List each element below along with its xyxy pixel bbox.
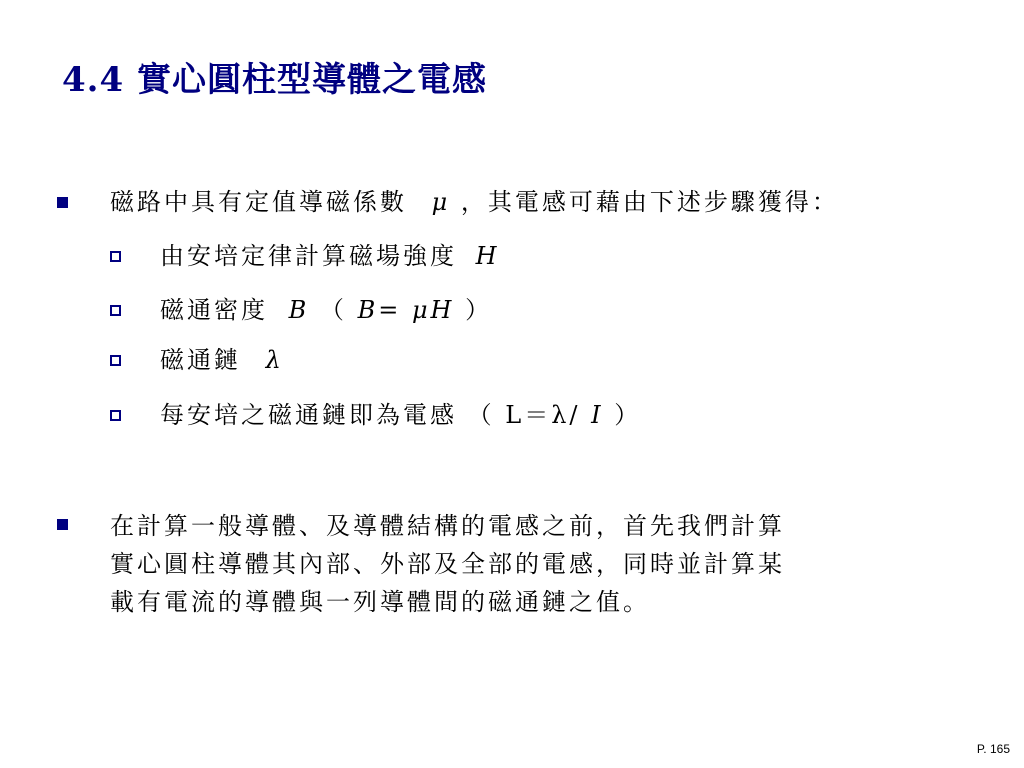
paren-close: ） — [465, 296, 493, 324]
bullet-marker — [57, 519, 68, 530]
subitem-flux-linkage — [160, 345, 284, 375]
paren-close: ） — [614, 401, 642, 429]
paren-open: （ — [467, 401, 495, 429]
sub-bullet-marker — [110, 355, 121, 366]
page-number: P. 165 — [976, 742, 1010, 756]
inductance-formula: L＝λ/ — [505, 401, 581, 429]
subitem-flux-density — [160, 295, 492, 325]
h-symbol: H — [475, 242, 500, 270]
paragraph-line: 在計算一般導體、及導體結構的電感之前，首先我們計算 — [110, 512, 785, 540]
subitem-1-text: 由安培定律計算磁場強度 — [160, 242, 457, 270]
subitem-4-text: 每安培之磁通鏈即為電感 — [160, 401, 457, 429]
lambda-symbol: λ — [265, 346, 284, 374]
b-symbol: B — [288, 296, 310, 324]
i-symbol: I — [591, 401, 604, 429]
mu-symbol: μ — [431, 188, 451, 216]
paragraph-line: 實心圓柱導體其內部、外部及全部的電感，同時並計算某 — [110, 550, 785, 578]
paren-open: （ — [319, 296, 347, 324]
bullet-marker — [57, 197, 68, 208]
paragraph-line: 載有電流的導體與一列導體間的磁通鏈之值。 — [110, 588, 650, 616]
sub-bullet-marker — [110, 305, 121, 316]
bullet-1-after: ，其電感可藉由下述步驟獲得： — [460, 188, 839, 216]
bullet-2-paragraph — [110, 507, 970, 621]
mu-h-symbol: μH — [411, 296, 455, 324]
sub-bullet-marker — [110, 251, 121, 262]
slide-title: 4.4 實心圓柱型導體之電感 — [62, 60, 487, 100]
bullet-1-text — [110, 187, 839, 217]
b-equals: B= — [357, 296, 402, 324]
subitem-2-text: 磁通密度 — [160, 296, 268, 324]
subitem-field-strength — [160, 241, 500, 271]
sub-bullet-marker — [110, 410, 121, 421]
subitem-inductance — [160, 400, 641, 430]
bullet-1-before: 磁路中具有定值導磁係數 — [110, 188, 407, 216]
subitem-3-text: 磁通鏈 — [160, 346, 241, 374]
